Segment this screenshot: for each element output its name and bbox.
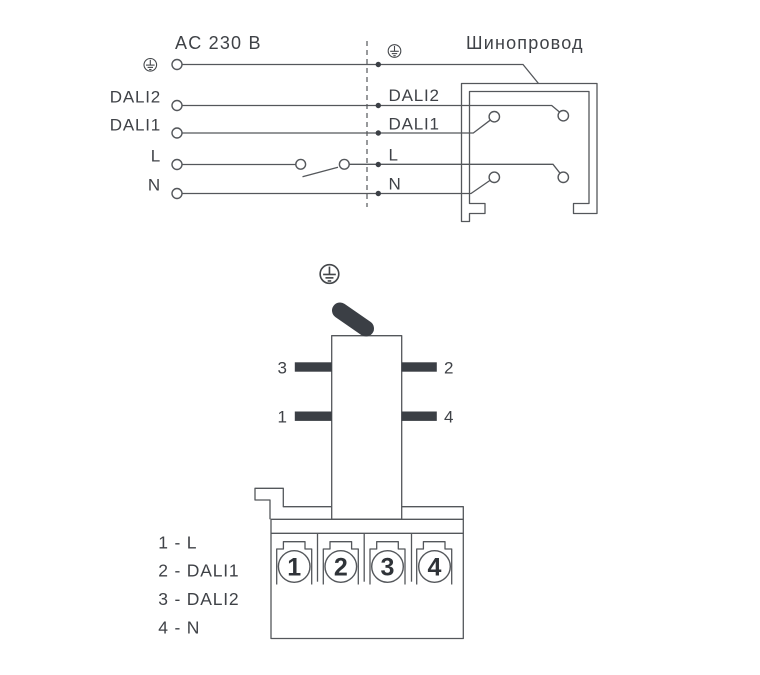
wire-label-dali1-right: DALI1: [388, 114, 440, 134]
wire-n: [182, 180, 490, 193]
base-left-hook: [255, 488, 332, 519]
terminal-number-2: 2: [333, 553, 348, 582]
earth-ground-icon: [320, 265, 339, 284]
switch-symbol: [296, 159, 349, 176]
track-adapter-diagram: [158, 265, 463, 639]
adapter-body: [332, 336, 402, 520]
terminal-number-3: 3: [380, 553, 395, 582]
locking-knob: [340, 311, 366, 329]
terminal-number-4: 4: [427, 553, 442, 582]
supply-circuit-diagram: [110, 33, 597, 222]
terminal-circle-l: [172, 160, 182, 170]
pin-label-4: 4: [444, 407, 454, 427]
switch-blade: [303, 167, 339, 177]
contact-tab-3: [295, 362, 332, 371]
wire-label-dali1-left: DALI1: [109, 115, 161, 135]
wire-pe: [182, 65, 539, 84]
terminal-legend: [158, 532, 239, 637]
wire-label-n-right: N: [388, 174, 402, 194]
switch-contact-left: [296, 159, 306, 169]
wire-dali1: [182, 120, 490, 133]
wire-label-l-left: L: [150, 146, 161, 166]
legend-item-l: 1 - L: [158, 532, 198, 553]
earth-ground-icon: [144, 59, 157, 72]
pin-label-2: 2: [444, 358, 454, 378]
switch-contact-right: [339, 159, 349, 169]
junction-dots: [376, 62, 381, 196]
wire-label-n-left: N: [147, 175, 161, 195]
track-contact-n: [489, 172, 499, 182]
terminal-number-1: 1: [287, 553, 302, 582]
legend-item-dali1: 2 - DALI1: [158, 560, 240, 581]
contact-tab-4: [402, 412, 437, 421]
track-contact-dali2: [558, 111, 568, 121]
legend-item-dali2: 3 - DALI2: [158, 589, 240, 609]
track-profile: [462, 84, 598, 222]
contact-tab-2: [402, 362, 437, 371]
base-right-shoulder: [402, 507, 464, 520]
earth-ground-icon: [388, 45, 401, 58]
terminal-circle-pe: [172, 60, 182, 70]
contact-tab-1: [295, 412, 332, 421]
wire-label-l-right: L: [388, 145, 399, 165]
pin-label-1: 1: [277, 407, 287, 427]
track-title-label: Шинопровод: [466, 33, 584, 53]
track-contact-dali1: [489, 112, 499, 122]
source-voltage-label: AC 230 В: [175, 33, 262, 53]
wire-label-dali2-right: DALI2: [388, 86, 440, 105]
pin-label-3: 3: [277, 358, 287, 378]
wire-dali2: [182, 106, 560, 113]
terminal-circle-n: [172, 189, 182, 199]
track-contact-l: [558, 172, 568, 182]
terminal-circle-dali1: [172, 128, 182, 138]
wire-l-after-switch: [350, 164, 560, 173]
terminal-circle-dali2: [172, 101, 182, 111]
legend-item-n: 4 - N: [158, 617, 201, 638]
wire-label-dali2-left: DALI2: [109, 87, 161, 107]
